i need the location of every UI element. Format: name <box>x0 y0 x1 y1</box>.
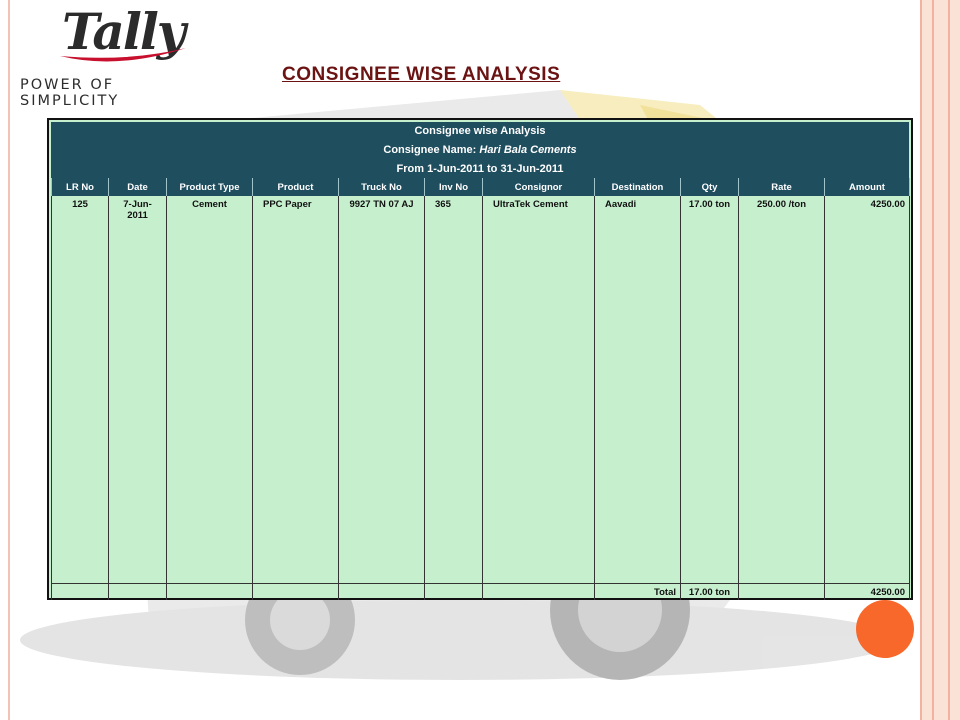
cell-destination: Aavadi <box>595 196 681 584</box>
column-header-product-type[interactable]: Product Type <box>167 178 253 196</box>
logo-wordmark: Tally <box>62 2 184 61</box>
cell-product: PPC Paper <box>253 196 339 584</box>
consignee-value: Hari Bala Cements <box>479 144 577 156</box>
slide-title: CONSIGNEE WISE ANALYSIS <box>282 64 561 85</box>
cell-amount: 4250.00 <box>825 196 910 584</box>
logo-tagline: POWER OF SIMPLICITY <box>20 77 120 109</box>
total-cell-empty <box>483 584 595 601</box>
slide-frame-right-line <box>932 0 934 720</box>
column-header-destination[interactable]: Destination <box>595 178 681 196</box>
column-header-qty[interactable]: Qty <box>681 178 739 196</box>
total-cell-empty <box>425 584 483 601</box>
cell-truck-no: 9927 TN 07 AJ <box>339 196 425 584</box>
table-header-row <box>52 178 910 196</box>
column-header-consignor[interactable]: Consignor <box>483 178 595 196</box>
column-header-date[interactable]: Date <box>109 178 167 196</box>
total-cell-empty <box>253 584 339 601</box>
decorative-orange-circle <box>856 600 914 658</box>
slide-frame-right-band <box>922 0 960 720</box>
report-period: From 1-Jun-2011 to 31-Jun-2011 <box>396 163 564 175</box>
report-title: Consignee wise Analysis <box>414 125 546 137</box>
cell-date: 7-Jun-2011 <box>109 196 167 584</box>
consignee-report <box>47 118 913 600</box>
total-cell-empty <box>52 584 109 601</box>
total-cell-empty <box>167 584 253 601</box>
report-consignee <box>51 141 909 160</box>
column-header-lr-no[interactable]: LR No <box>52 178 109 196</box>
tally-logo <box>18 0 218 109</box>
total-qty: 17.00 ton <box>681 584 739 601</box>
cell-inv-no: 365 <box>425 196 483 584</box>
slide-frame-right-line <box>948 0 950 720</box>
total-cell-empty <box>339 584 425 601</box>
cell-lr-no: 125 <box>52 196 109 584</box>
slide-frame-right-line <box>920 0 922 720</box>
column-header-amount[interactable]: Amount <box>825 178 910 196</box>
report-header <box>51 122 909 178</box>
column-header-rate[interactable]: Rate <box>739 178 825 196</box>
cell-product-type: Cement <box>167 196 253 584</box>
report-table <box>51 178 910 600</box>
total-cell-empty <box>739 584 825 601</box>
column-header-inv-no[interactable]: Inv No <box>425 178 483 196</box>
cell-qty: 17.00 ton <box>681 196 739 584</box>
total-cell-empty <box>109 584 167 601</box>
total-label: Total <box>595 584 681 601</box>
table-row[interactable] <box>52 196 910 584</box>
total-amount: 4250.00 <box>825 584 910 601</box>
logo-swoosh-icon <box>58 40 188 66</box>
total-row <box>52 584 910 601</box>
column-header-product[interactable]: Product <box>253 178 339 196</box>
cell-rate: 250.00 /ton <box>739 196 825 584</box>
column-header-truck-no[interactable]: Truck No <box>339 178 425 196</box>
consignee-label: Consignee Name: <box>383 144 477 156</box>
cell-consignor: UltraTek Cement <box>483 196 595 584</box>
